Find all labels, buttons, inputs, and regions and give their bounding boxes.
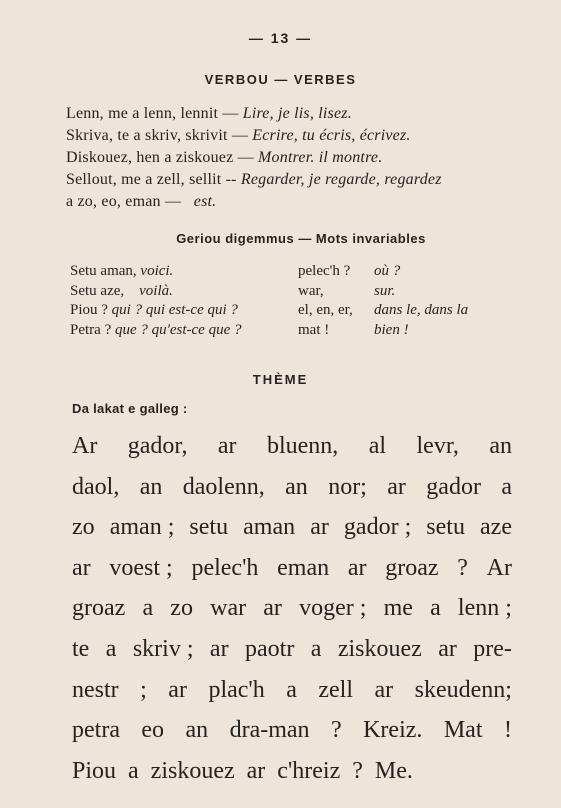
passage-word: a bbox=[142, 595, 154, 622]
passage-word: voest ; bbox=[109, 554, 173, 581]
passage-word: an bbox=[489, 433, 512, 459]
passage-word: skriv ; bbox=[132, 635, 194, 662]
passage-word: aze bbox=[480, 514, 512, 541]
passage-word: pelec'h bbox=[191, 554, 259, 581]
breton-word: Setu aze, bbox=[70, 282, 125, 299]
passage-word: a bbox=[105, 635, 117, 662]
passage-word: ar bbox=[387, 473, 406, 500]
theme-instruction: Da lakat e galleg : bbox=[72, 401, 188, 416]
french-word: où ? bbox=[374, 263, 401, 279]
verb-breton: Diskouez, hen a ziskouez — bbox=[66, 149, 254, 166]
french-word: que ? qu'est-ce que ? bbox=[114, 321, 242, 338]
verb-french: est. bbox=[193, 193, 217, 210]
passage-word: ar bbox=[347, 554, 367, 581]
passage-word: gador, bbox=[127, 433, 188, 459]
passage-word: zo bbox=[170, 595, 193, 622]
passage-line bbox=[72, 588, 512, 629]
french-word: sur. bbox=[374, 282, 396, 299]
passage-word: a bbox=[310, 635, 322, 662]
passage-word: ar bbox=[263, 595, 282, 622]
passage-word: lenn ; bbox=[457, 595, 512, 622]
french-word: voilà. bbox=[139, 282, 173, 299]
passage-word: te bbox=[72, 635, 90, 662]
passage-word: ziskouez bbox=[150, 757, 235, 784]
passage-word: ziskouez bbox=[337, 635, 422, 662]
invariable-heading: Geriou digemmus — Mots invariables bbox=[176, 231, 426, 246]
passage-word: Ar bbox=[486, 554, 512, 581]
passage-word: nestr bbox=[72, 676, 119, 703]
passage-word: aman ; bbox=[109, 514, 175, 541]
passage-word: petra bbox=[72, 717, 120, 744]
passage-word: ? bbox=[331, 717, 342, 744]
passage-word: an bbox=[185, 717, 209, 744]
passage-word: a bbox=[128, 757, 139, 784]
passage-word: zo bbox=[72, 514, 95, 541]
section-title: VERBOU — VERBES bbox=[204, 72, 357, 87]
breton-word: Petra ? bbox=[70, 321, 112, 338]
passage-word: war bbox=[210, 595, 247, 622]
passage-word: Me. bbox=[374, 757, 413, 784]
breton-word: Piou ? bbox=[70, 302, 108, 318]
passage-line bbox=[72, 548, 512, 589]
verb-breton: a zo, eo, eman — bbox=[66, 193, 182, 210]
french-word: voici. bbox=[140, 263, 174, 279]
passage-word: a bbox=[430, 595, 441, 622]
breton-word: el, en, er, bbox=[298, 302, 353, 318]
passage-line bbox=[72, 426, 512, 467]
passage-word: a bbox=[501, 473, 512, 500]
verb-line bbox=[66, 169, 536, 191]
verb-french: Ecrire, tu écris, écrivez. bbox=[252, 127, 411, 144]
passage-word: levr, bbox=[416, 433, 459, 459]
passage-word: eman bbox=[277, 554, 330, 581]
passage-word: aman bbox=[243, 514, 296, 541]
passage-word: ar bbox=[438, 635, 457, 662]
passage-word: c'hreiz bbox=[277, 757, 341, 784]
passage-word: a bbox=[286, 676, 297, 703]
verb-french: Montrer. il montre. bbox=[258, 149, 383, 166]
passage-word: ar bbox=[374, 676, 394, 703]
passage-word: voger ; bbox=[299, 595, 367, 622]
theme-title: THÈME bbox=[252, 372, 309, 387]
french-word: qui ? qui est-ce qui ? bbox=[111, 302, 238, 318]
passage-word: ; bbox=[140, 676, 147, 703]
verb-breton: Lenn, me a lenn, lennit — bbox=[66, 105, 239, 122]
passage-line bbox=[72, 467, 512, 508]
passage-word: ar bbox=[310, 514, 329, 541]
breton-word: pelec'h ? bbox=[298, 263, 351, 279]
passage-word: setu bbox=[189, 514, 229, 541]
passage-line bbox=[72, 710, 512, 751]
passage-word: Mat bbox=[443, 717, 483, 744]
table-row bbox=[70, 282, 520, 302]
table-row bbox=[70, 301, 520, 321]
table-row bbox=[70, 321, 520, 341]
passage-word: ? bbox=[457, 554, 468, 581]
verb-line bbox=[66, 103, 536, 125]
passage-word: daol, bbox=[72, 473, 120, 500]
verb-line bbox=[66, 147, 536, 169]
passage-word: groaz bbox=[385, 554, 439, 581]
french-word: bien ! bbox=[374, 321, 409, 338]
passage-word: plac'h bbox=[208, 676, 265, 703]
breton-word: war, bbox=[298, 282, 324, 299]
verb-line bbox=[66, 125, 536, 147]
passage-word: nor; bbox=[328, 473, 367, 500]
page-number: — 13 — bbox=[248, 30, 313, 46]
verb-french: Regarder, je regarde, regardez bbox=[240, 171, 442, 188]
passage-word: gador bbox=[426, 473, 481, 500]
invariable-table bbox=[70, 262, 520, 340]
passage-word: ar bbox=[209, 635, 229, 662]
theme-passage bbox=[72, 426, 512, 791]
passage-word: skeudenn; bbox=[414, 676, 512, 703]
verb-line bbox=[66, 191, 536, 213]
passage-word: an bbox=[139, 473, 163, 500]
passage-word: ar bbox=[72, 554, 91, 581]
verb-french: Lire, je lis, lisez. bbox=[242, 105, 352, 122]
table-row bbox=[70, 262, 520, 282]
passage-word: ar bbox=[217, 433, 237, 459]
passage-word: zell bbox=[318, 676, 353, 703]
passage-word: ? bbox=[352, 757, 363, 784]
passage-line bbox=[72, 751, 512, 792]
passage-word: ar bbox=[246, 757, 266, 784]
passage-word: dra-man bbox=[229, 717, 310, 744]
passage-word: bluenn, bbox=[266, 433, 339, 459]
passage-word: an bbox=[285, 473, 308, 500]
french-word: dans le, dans la bbox=[374, 302, 469, 318]
passage-word: Kreiz. bbox=[363, 717, 423, 744]
passage-word: Ar bbox=[72, 433, 98, 459]
passage-line bbox=[72, 629, 512, 670]
passage-word: ar bbox=[168, 676, 187, 703]
passage-word: groaz bbox=[72, 595, 126, 622]
passage-word: paotr bbox=[245, 635, 295, 662]
passage-word: pre- bbox=[473, 635, 512, 662]
verb-breton: Sellout, me a zell, sellit -- bbox=[66, 171, 237, 188]
passage-word: ! bbox=[503, 717, 512, 744]
breton-word: Setu aman, bbox=[70, 263, 137, 279]
passage-line bbox=[72, 507, 512, 548]
verb-breton: Skriva, te a skriv, skrivit — bbox=[66, 127, 249, 144]
passage-word: me bbox=[383, 595, 413, 622]
verb-list bbox=[66, 103, 536, 213]
breton-word: mat ! bbox=[298, 321, 330, 338]
passage-word: eo bbox=[141, 717, 165, 744]
passage-word: setu bbox=[426, 514, 465, 541]
passage-word: Piou bbox=[72, 757, 117, 784]
passage-word: gador ; bbox=[343, 514, 412, 541]
passage-line bbox=[72, 670, 512, 711]
passage-word: daolenn, bbox=[182, 473, 265, 500]
passage-word: al bbox=[368, 433, 387, 459]
